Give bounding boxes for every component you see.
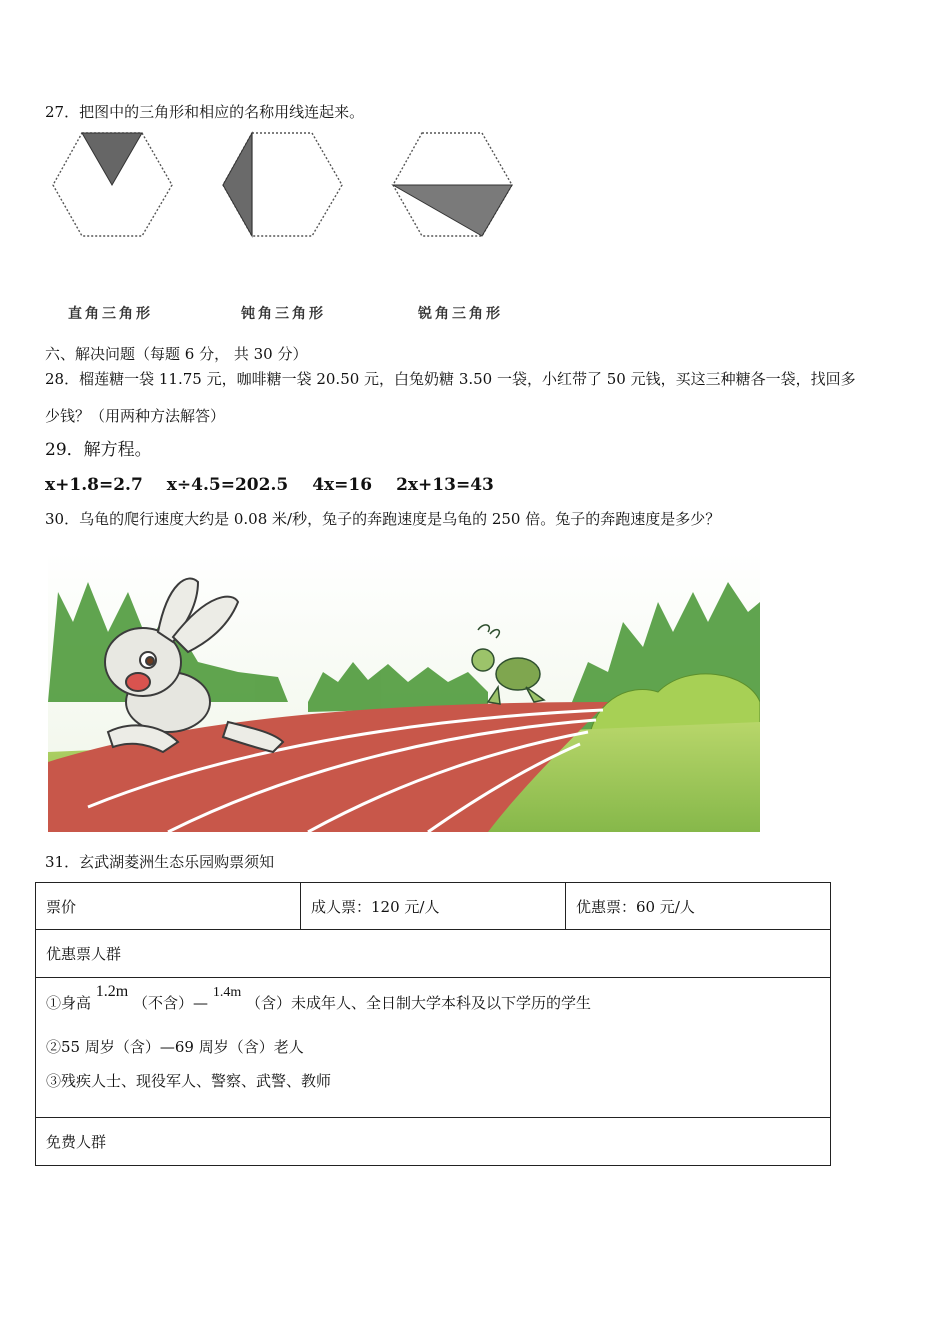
q29-equations [45, 474, 494, 496]
q28-line1: 28．榴莲糖一袋 11.75 元，咖啡糖一袋 20.50 元，白兔奶糖 3.50 一袋，小红带了 50 元钱，买这三种糖各一袋，找回多 [45, 370, 856, 388]
table-row [36, 883, 831, 930]
discount-conditions-cell [36, 978, 831, 1118]
equation-4: 2x+13=43 [396, 475, 494, 495]
adult-ticket: 成人票：120 元/人 [311, 897, 440, 916]
condition-1-prefix: ①身高 [46, 994, 92, 1012]
discount-group-cell: 优惠票人群 [36, 930, 831, 978]
q30-text: 30．乌龟的爬行速度大约是 0.08 米/秒，兔子的奔跑速度是乌龟的 250 倍。兔子的奔跑速度是多少？ [45, 510, 721, 528]
label-right-triangle: 直角三角形 [68, 306, 153, 322]
label-obtuse-triangle: 钝角三角形 [241, 306, 326, 322]
q31-title: 31．玄武湖菱洲生态乐园购票须知 [45, 853, 275, 871]
height-min: 1.2m [95, 983, 129, 1000]
table-row [36, 930, 831, 978]
section-heading: 六、解决问题（每题 6 分， 共 30 分） [45, 345, 308, 363]
race-illustration [48, 552, 760, 832]
q29-title: 29．解方程。 [45, 440, 152, 460]
equation-1: x+1.8=2.7 [45, 475, 143, 495]
discount-ticket: 优惠票：60 元/人 [576, 897, 695, 916]
equation-3: 4x=16 [312, 475, 373, 495]
condition-1-middle: （不含）— [133, 994, 209, 1012]
price-label-cell: 票价 [36, 883, 301, 930]
height-max: 1.4m [212, 985, 242, 1000]
equation-2: x÷4.5=202.5 [166, 475, 289, 495]
condition-3: ③残疾人士、现役军人、警察、武警、教师 [46, 1072, 332, 1090]
free-group-cell: 免费人群 [36, 1118, 831, 1166]
adult-ticket-cell [301, 883, 566, 930]
hexagon-figure-3 [390, 128, 516, 240]
condition-1 [46, 983, 820, 1020]
label-acute-triangle: 锐角三角形 [418, 306, 503, 322]
hexagon-figure-1 [50, 128, 176, 240]
table-row [36, 978, 831, 1118]
condition-1-suffix: （含）未成年人、全日制大学本科及以下学历的学生 [246, 994, 592, 1012]
hexagon-figure-2 [220, 128, 346, 240]
q27-text: 27．把图中的三角形和相应的名称用线连起来。 [45, 103, 365, 121]
discount-ticket-cell [566, 883, 831, 930]
table-row [36, 1118, 831, 1166]
q28-line2: 少钱？（用两种方法解答） [45, 407, 226, 425]
ticket-table [35, 882, 831, 1166]
condition-2: ②55 周岁（含）—69 周岁（含）老人 [46, 1038, 304, 1056]
